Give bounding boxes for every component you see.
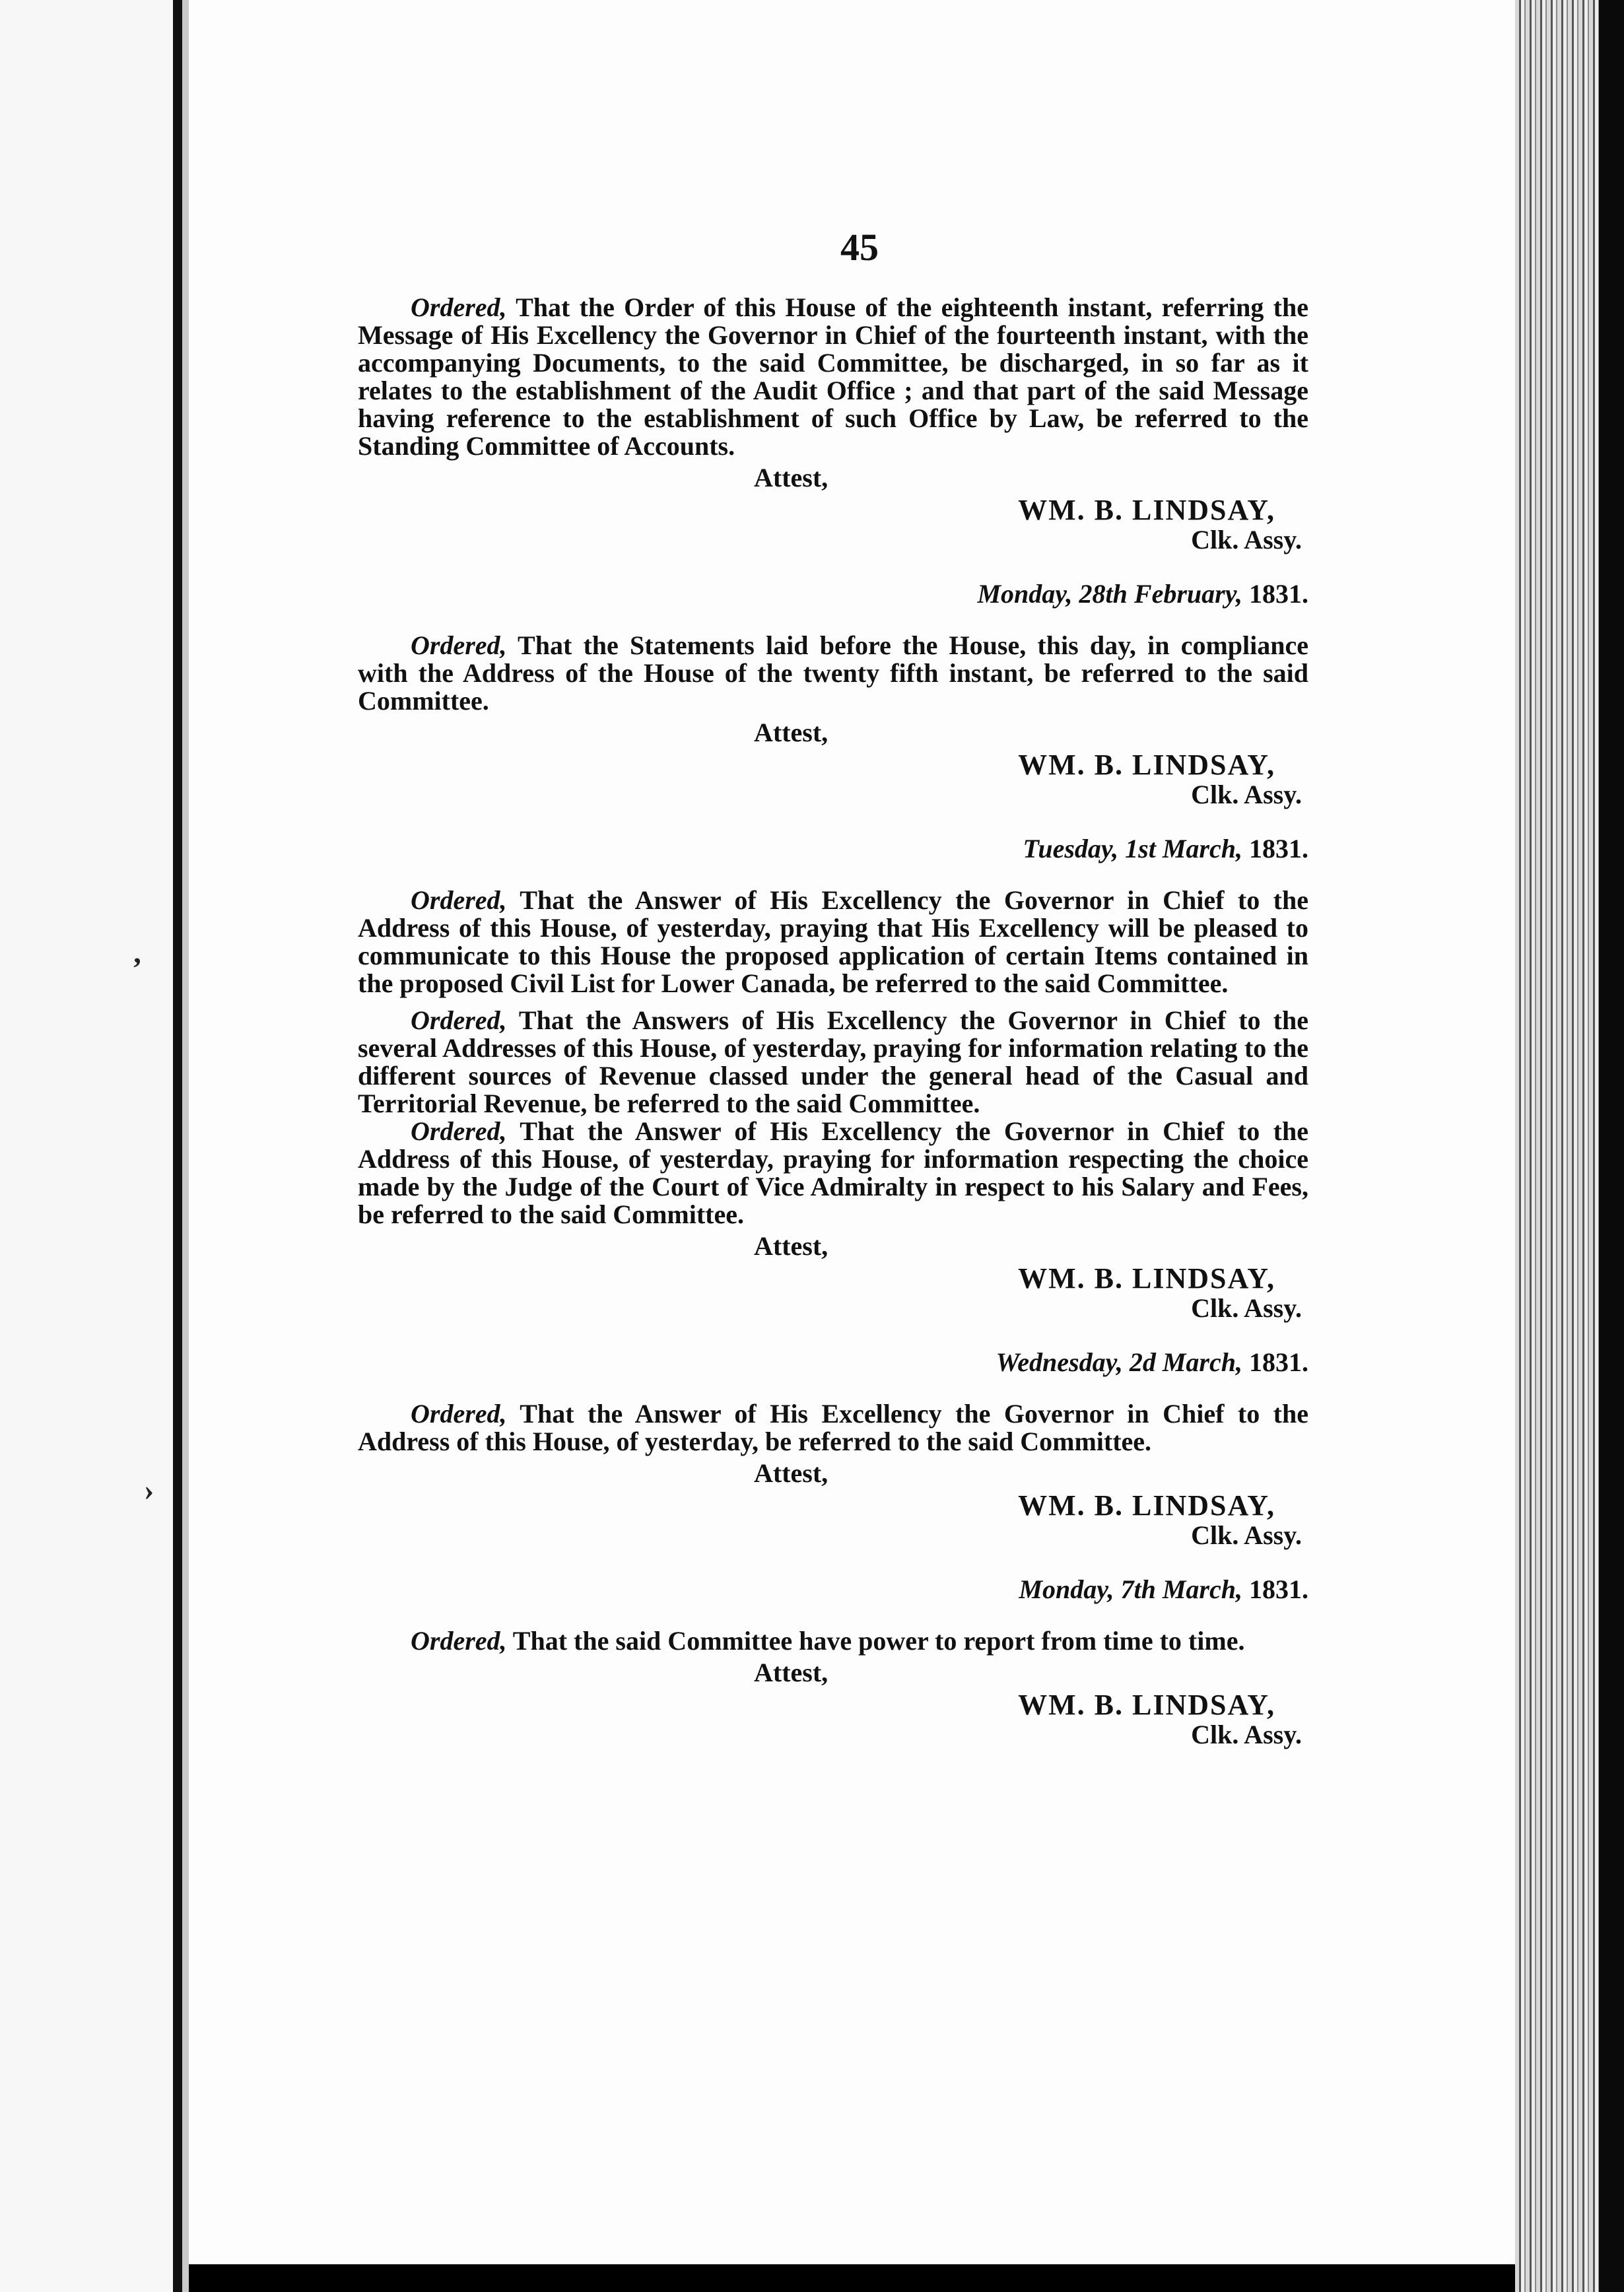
page-content — [358, 228, 1308, 1749]
entry-date — [358, 835, 1308, 863]
journal-entry — [358, 1349, 1308, 1549]
margin-mark: › — [144, 1473, 154, 1506]
entry-date — [358, 1576, 1308, 1603]
date-day: Monday, 7th March, — [1019, 1574, 1242, 1604]
signature-title: Clk. Assy. — [1191, 1520, 1302, 1550]
signature-name: WM. B. LINDSAY, — [1018, 1262, 1275, 1295]
previous-page-edge — [0, 0, 182, 2292]
signature-name: WM. B. LINDSAY, — [1018, 494, 1275, 526]
order-lead: Ordered, — [411, 885, 507, 915]
journal-entry — [358, 294, 1308, 554]
document-page — [189, 0, 1549, 2264]
journal-entry — [358, 835, 1308, 1322]
order-text: That the Order of this House of the eighteenth instant, referring the Message of His Excellency the Governor in Chief of the fourteenth instant, with the accompanying Documents, to the said Committee, be discharged, in so far as it relates to the establishment of the Audit Office ; and that part of the said Message having reference to the establishment of such Office by Law, be referred to the Standing Committee of Accounts. — [358, 292, 1308, 461]
page-number: 45 — [840, 226, 879, 269]
signature-name: WM. B. LINDSAY, — [1018, 1489, 1275, 1522]
order-paragraph — [358, 294, 1308, 460]
order-text: That the Statements laid before the House, this day, in compliance with the Address of the House of the twenty fifth instant, be referred to the said Committee. — [358, 630, 1308, 716]
attest-label: Attest, — [754, 718, 829, 747]
order-paragraph — [358, 632, 1308, 715]
page-gutter-shadow — [182, 0, 189, 2292]
order-paragraph — [358, 1118, 1308, 1229]
order-text: That the Answer of His Excellency the Governor in Chief to the Address of this House, of yesterday, be referred to the said Committee. — [358, 1399, 1308, 1456]
signature-title: Clk. Assy. — [1191, 525, 1302, 555]
order-text: That the said Committee have power to report from time to time. — [506, 1626, 1245, 1656]
journal-entry — [358, 580, 1308, 809]
signature-name: WM. B. LINDSAY, — [1018, 1689, 1275, 1721]
order-lead: Ordered, — [411, 1399, 507, 1429]
order-lead: Ordered, — [411, 1116, 507, 1146]
order-lead: Ordered, — [411, 630, 507, 660]
order-lead: Ordered, — [411, 1626, 507, 1656]
signature-title: Clk. Assy. — [1191, 1293, 1302, 1323]
attest-label: Attest, — [754, 463, 829, 492]
scan-border — [1599, 0, 1624, 2292]
date-year: 1831. — [1242, 1574, 1308, 1604]
attest-label: Attest, — [754, 1658, 829, 1687]
attest-label: Attest, — [754, 1458, 829, 1488]
date-year: 1831. — [1242, 834, 1308, 863]
date-year: 1831. — [1242, 579, 1308, 609]
signature-title: Clk. Assy. — [1191, 780, 1302, 809]
order-text: That the Answer of His Excellency the Governor in Chief to the Address of this House, of yesterday, praying for information respecting the choice made by the Judge of the Court of Vice Admiralty in respect to his Salary and Fees, be referred to the said Committee. — [358, 1116, 1308, 1229]
date-day: Monday, 28th February, — [977, 579, 1242, 609]
date-year: 1831. — [1242, 1347, 1308, 1377]
signature-name: WM. B. LINDSAY, — [1018, 749, 1275, 781]
margin-mark: ʼ — [132, 951, 143, 985]
date-day: Tuesday, 1st March, — [1023, 834, 1242, 863]
order-paragraph — [358, 1400, 1308, 1456]
entry-date — [358, 580, 1308, 608]
entry-date — [358, 1349, 1308, 1376]
page-gutter — [173, 0, 182, 2292]
order-paragraph — [358, 1627, 1308, 1655]
attest-label: Attest, — [754, 1231, 829, 1261]
signature-title: Clk. Assy. — [1191, 1720, 1302, 1749]
order-text: That the Answers of His Excellency the Governor in Chief to the several Addresses of this House, of yesterday, praying for information relating to the different sources of Revenue classed under the general head of the Casual and Territorial Revenue, be referred to the said Committee. — [358, 1005, 1308, 1118]
journal-entry — [358, 1576, 1308, 1749]
order-paragraph — [358, 887, 1308, 997]
order-paragraph — [358, 1007, 1308, 1118]
order-lead: Ordered, — [411, 1005, 507, 1035]
order-text: That the Answer of His Excellency the Governor in Chief to the Address of this House, of yesterday, praying that His Excellency will be pleased to communicate to this House the proposed application of certain Items contained in the proposed Civil List for Lower Canada, be referred to the said Committee. — [358, 885, 1308, 998]
date-day: Wednesday, 2d March, — [996, 1347, 1242, 1377]
order-lead: Ordered, — [411, 292, 507, 322]
